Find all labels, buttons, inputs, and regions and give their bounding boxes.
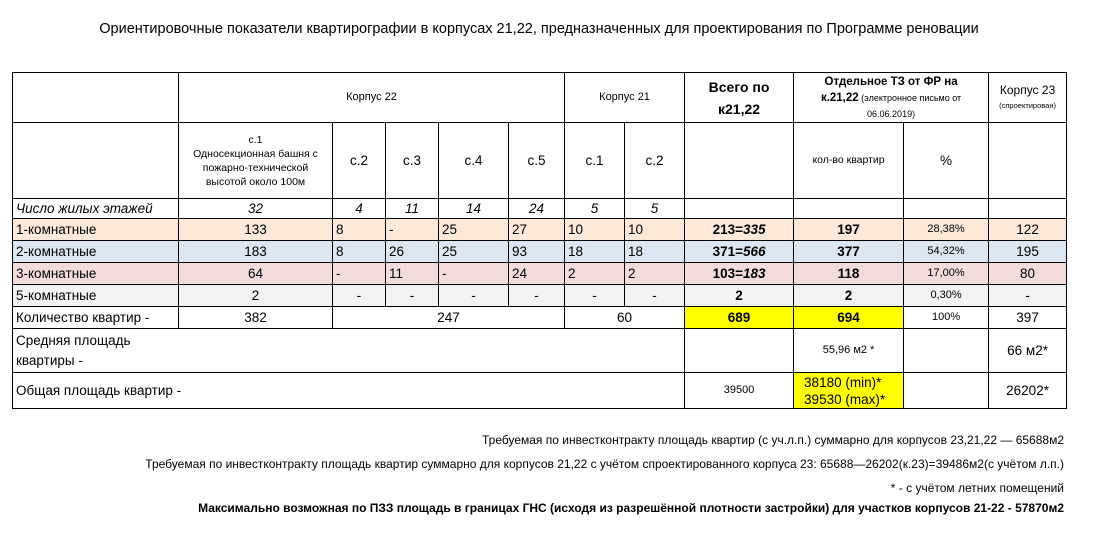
- header-empty-cell: [685, 123, 794, 199]
- cell-k23: 80: [989, 263, 1067, 285]
- cell-s4: 25: [439, 219, 509, 241]
- section-4-header: с.4: [439, 123, 509, 199]
- row-label: 2-комнатные: [13, 241, 179, 263]
- korpus-21-header: Корпус 21: [565, 73, 685, 123]
- count-s2-s5: 247: [333, 307, 565, 329]
- floors-s1: 32: [179, 199, 333, 219]
- floors-s2: 4: [333, 199, 386, 219]
- cell-s3: 11: [386, 263, 439, 285]
- avg-area-tz: 55,96 м2 *: [794, 329, 904, 373]
- cell-s2: -: [333, 285, 386, 307]
- cell-s5: 93: [509, 241, 565, 263]
- header-empty-cell: [989, 123, 1067, 199]
- cell-total: 103=183: [685, 263, 794, 285]
- cell-total: 371=566: [685, 241, 794, 263]
- header-empty-cell: [13, 123, 179, 199]
- percent-header: %: [904, 123, 989, 199]
- cell-k21s1: -: [565, 285, 625, 307]
- footer-note-4: Максимально возможная по ПЗЗ площадь в границах ГНС (исходя из разрешённой плотности застройки) для участков корпусов 21-22 - 57870м2: [198, 501, 1064, 515]
- section-3-header: с.3: [386, 123, 439, 199]
- cell-total: 213=335: [685, 219, 794, 241]
- cell-s1: 2: [179, 285, 333, 307]
- floors-label: Число жилых этажей: [13, 199, 179, 219]
- page-title: Ориентировочные показатели квартирографии в корпусах 21,22, предназначенных для проектирования по Программе реновации: [99, 21, 979, 37]
- footer-note-1: Требуемая по инвестконтракту площадь квартир (с уч.л.п.) суммарно для корпусов 23,21,22 — 65688м2: [481, 433, 1064, 447]
- cell-s1: 64: [179, 263, 333, 285]
- section-1-header: с.1 Односекционная башня с пожарно-технической высотой около 100м: [179, 123, 333, 199]
- row-label: 1-комнатные: [13, 219, 179, 241]
- total-header: Всего по к21,22: [685, 73, 794, 123]
- floors-s4: 14: [439, 199, 509, 219]
- cell-k21s2: 18: [625, 241, 685, 263]
- count-k21: 60: [565, 307, 685, 329]
- cell-s3: 26: [386, 241, 439, 263]
- row-label: 3-комнатные: [13, 263, 179, 285]
- count-k23: 397: [989, 307, 1067, 329]
- cell-s3: -: [386, 219, 439, 241]
- footer-note-2: Требуемая по инвестконтракту площадь квартир суммарно для корпусов 21,22 с учётом спроектированного корпуса 23: 65688—26202(к.23)=39486м2(с учётом л.п.): [145, 457, 1064, 471]
- count-total: 689: [685, 307, 794, 329]
- cell-s4: -: [439, 285, 509, 307]
- table-row: [13, 285, 1067, 307]
- cell-s2: 8: [333, 241, 386, 263]
- table-row: [13, 263, 1067, 285]
- total-area-tz: 38180 (min)* 39530 (max)*: [794, 373, 904, 409]
- cell-s2: -: [333, 263, 386, 285]
- cell-s1: 183: [179, 241, 333, 263]
- cell-k23: -: [989, 285, 1067, 307]
- cell-total: 2: [685, 285, 794, 307]
- cell-tz: 377: [794, 241, 904, 263]
- cell-s5: 27: [509, 219, 565, 241]
- cell-s4: -: [439, 263, 509, 285]
- tz-header: Отдельное ТЗ от ФР на к.21,22 (электронное письмо от 06.06.2019): [794, 73, 989, 123]
- floors-s5: 24: [509, 199, 565, 219]
- section-5-header: с.5: [509, 123, 565, 199]
- footer-note-3: * - с учётом летних помещений: [890, 481, 1064, 495]
- korpus-23-header: Корпус 23 (спроектирован): [989, 73, 1067, 123]
- cell-percent: 28,38%: [904, 219, 989, 241]
- cell-k21s2: 2: [625, 263, 685, 285]
- cell-tz: 118: [794, 263, 904, 285]
- cell-percent: 54,32%: [904, 241, 989, 263]
- count-s1: 382: [179, 307, 333, 329]
- cell-s2: 8: [333, 219, 386, 241]
- korpus-22-header: Корпус 22: [179, 73, 565, 123]
- flats-count-header: кол-во квартир: [794, 123, 904, 199]
- table-row: [13, 241, 1067, 263]
- cell-k21s1: 18: [565, 241, 625, 263]
- total-area-k23: 26202*: [989, 373, 1067, 409]
- floors-row: [13, 199, 1067, 219]
- avg-area-row: [13, 329, 1067, 373]
- floors-k21s2: 5: [625, 199, 685, 219]
- total-area-label: Общая площадь квартир -: [13, 373, 685, 409]
- row-label: 5-комнатные: [13, 285, 179, 307]
- k21-section-2-header: с.2: [625, 123, 685, 199]
- cell-k21s2: -: [625, 285, 685, 307]
- cell-s5: 24: [509, 263, 565, 285]
- cell-percent: 0,30%: [904, 285, 989, 307]
- count-tz: 694: [794, 307, 904, 329]
- apartment-mix-table: [12, 72, 1067, 409]
- count-row: [13, 307, 1067, 329]
- cell-k21s2: 10: [625, 219, 685, 241]
- count-label: Количество квартир -: [13, 307, 179, 329]
- floors-s3: 11: [386, 199, 439, 219]
- k21-section-1-header: с.1: [565, 123, 625, 199]
- cell-s4: 25: [439, 241, 509, 263]
- cell-s3: -: [386, 285, 439, 307]
- cell-s1: 133: [179, 219, 333, 241]
- total-area-row: [13, 373, 1067, 409]
- avg-area-k23: 66 м2*: [989, 329, 1067, 373]
- cell-percent: 17,00%: [904, 263, 989, 285]
- cell-tz: 2: [794, 285, 904, 307]
- header-empty-cell: [13, 73, 179, 123]
- section-2-header: с.2: [333, 123, 386, 199]
- cell-s5: -: [509, 285, 565, 307]
- cell-k23: 122: [989, 219, 1067, 241]
- avg-area-label: Средняя площадь квартиры -: [13, 329, 685, 373]
- cell-k21s1: 2: [565, 263, 625, 285]
- cell-k23: 195: [989, 241, 1067, 263]
- total-area-total: 39500: [685, 373, 794, 409]
- cell-k21s1: 10: [565, 219, 625, 241]
- cell-tz: 197: [794, 219, 904, 241]
- floors-k21s1: 5: [565, 199, 625, 219]
- count-percent: 100%: [904, 307, 989, 329]
- table-row: [13, 219, 1067, 241]
